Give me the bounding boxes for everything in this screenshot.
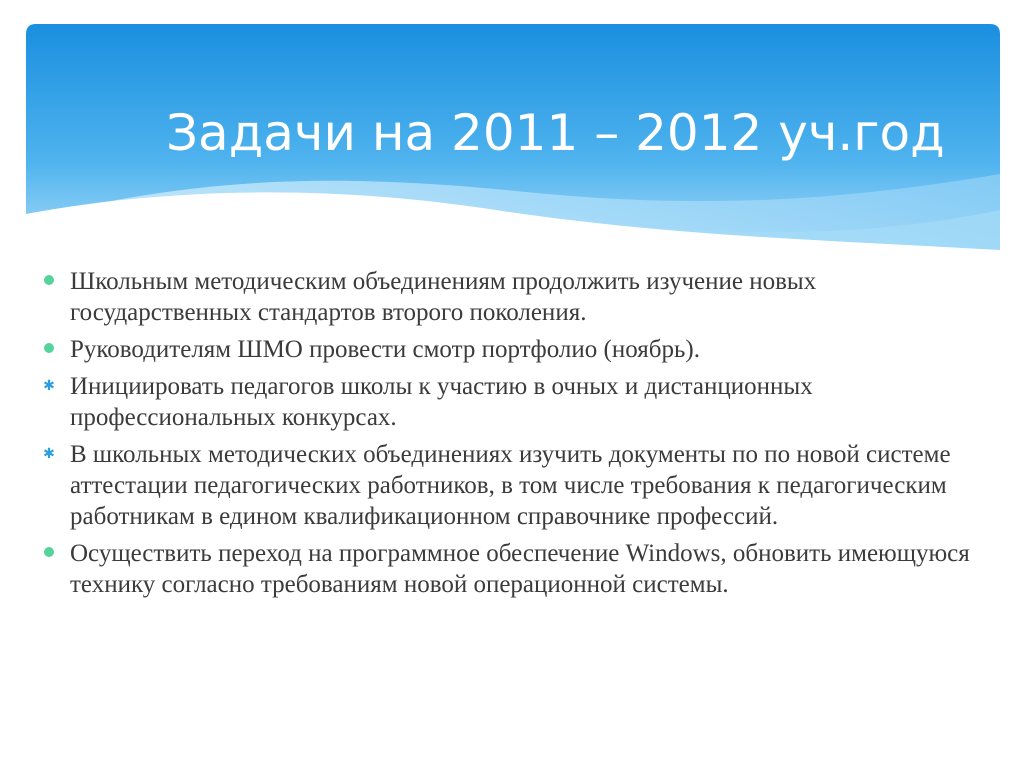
list-item xyxy=(36,538,986,600)
bullet-asterisk-icon: ✱ xyxy=(43,377,55,394)
list-item-text: Инициировать педагогов школы к участию в очных и дистанционных профессиональных конкурсах. xyxy=(70,373,813,431)
task-list xyxy=(36,266,986,606)
list-item-text: Школьным методическим объединениям продолжить изучение новых государственных стандартов второго поколения. xyxy=(70,268,817,326)
bullet-asterisk-icon: ✱ xyxy=(43,445,55,462)
bullet-dot-icon xyxy=(41,538,57,569)
bullet-dot-icon xyxy=(41,334,57,365)
slide-title: Задачи на 2011 – 2012 уч.год xyxy=(166,104,945,162)
list-item xyxy=(36,266,986,328)
list-item-text: Осуществить переход на программное обеспечение Windows, обновить имеющуюся технику согласно требованиям новой операционной системы. xyxy=(70,540,970,598)
list-item xyxy=(36,439,986,532)
bullet-dot-icon xyxy=(41,266,57,297)
list-item-text: Руководителям ШМО провести смотр портфолио (ноябрь). xyxy=(70,336,700,363)
list-item xyxy=(36,371,986,433)
list-item-text: В школьных методических объединениях изучить документы по по новой системе аттестации педагогических работников, в том числе требования к педагогическим работникам в едином квалификационном справочнике профессий. xyxy=(70,441,951,530)
list-item xyxy=(36,334,986,365)
title-banner xyxy=(26,24,1000,274)
